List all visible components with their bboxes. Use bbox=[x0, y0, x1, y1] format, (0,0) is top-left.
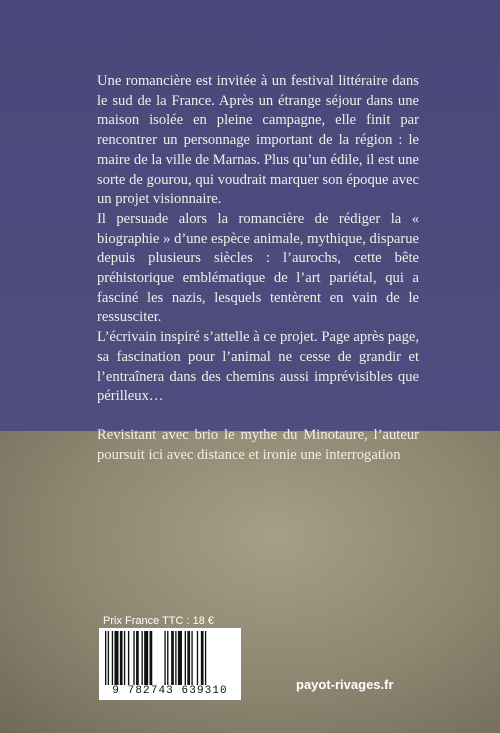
barcode-bars bbox=[103, 631, 237, 685]
back-cover-blurb bbox=[97, 72, 420, 463]
isbn-barcode bbox=[99, 628, 241, 700]
bottom-photo-panel bbox=[0, 431, 500, 733]
blurb-paragraph-2: Il persuade alors la romancière de rédiger la « biographie » d’une espèce animale, mythique, disparue depuis plusieurs siècles : l’aurochs, cette bête préhistorique emblématique de l’art pariétal, qui a fasciné les nazis, lesquels tentèrent en vain de le ressusciter. bbox=[97, 210, 419, 326]
blurb-paragraph-3: L’écrivain inspiré s’attelle à ce projet. Page après page, sa fascination pour l’animal ne cesse de grandir et l’entraînera dans des chemins aussi imprévisibles que périlleux… bbox=[97, 329, 420, 405]
isbn-number: 9 782743 639310 bbox=[112, 685, 228, 697]
price-label: Prix France TTC : 18 € bbox=[103, 615, 215, 627]
blurb-paragraph-4: Revisitant avec brio le mythe du Minotaure, l’auteur poursuit ici avec distance et ironie une interrogation bbox=[97, 426, 419, 463]
publisher-website: payot-rivages.fr bbox=[296, 677, 394, 692]
blurb-paragraph-1: Une romancière est invitée à un festival littéraire dans le sud de la France. Après un étrange séjour dans une maison isolée en pleine campagne, elle finit par rencontrer un personnage important de la région : le maire de la ville de Marnas. Plus qu’un édile, il est une sorte de gourou, qui voudrait marquer son époque avec un projet visionnaire. bbox=[97, 73, 419, 208]
